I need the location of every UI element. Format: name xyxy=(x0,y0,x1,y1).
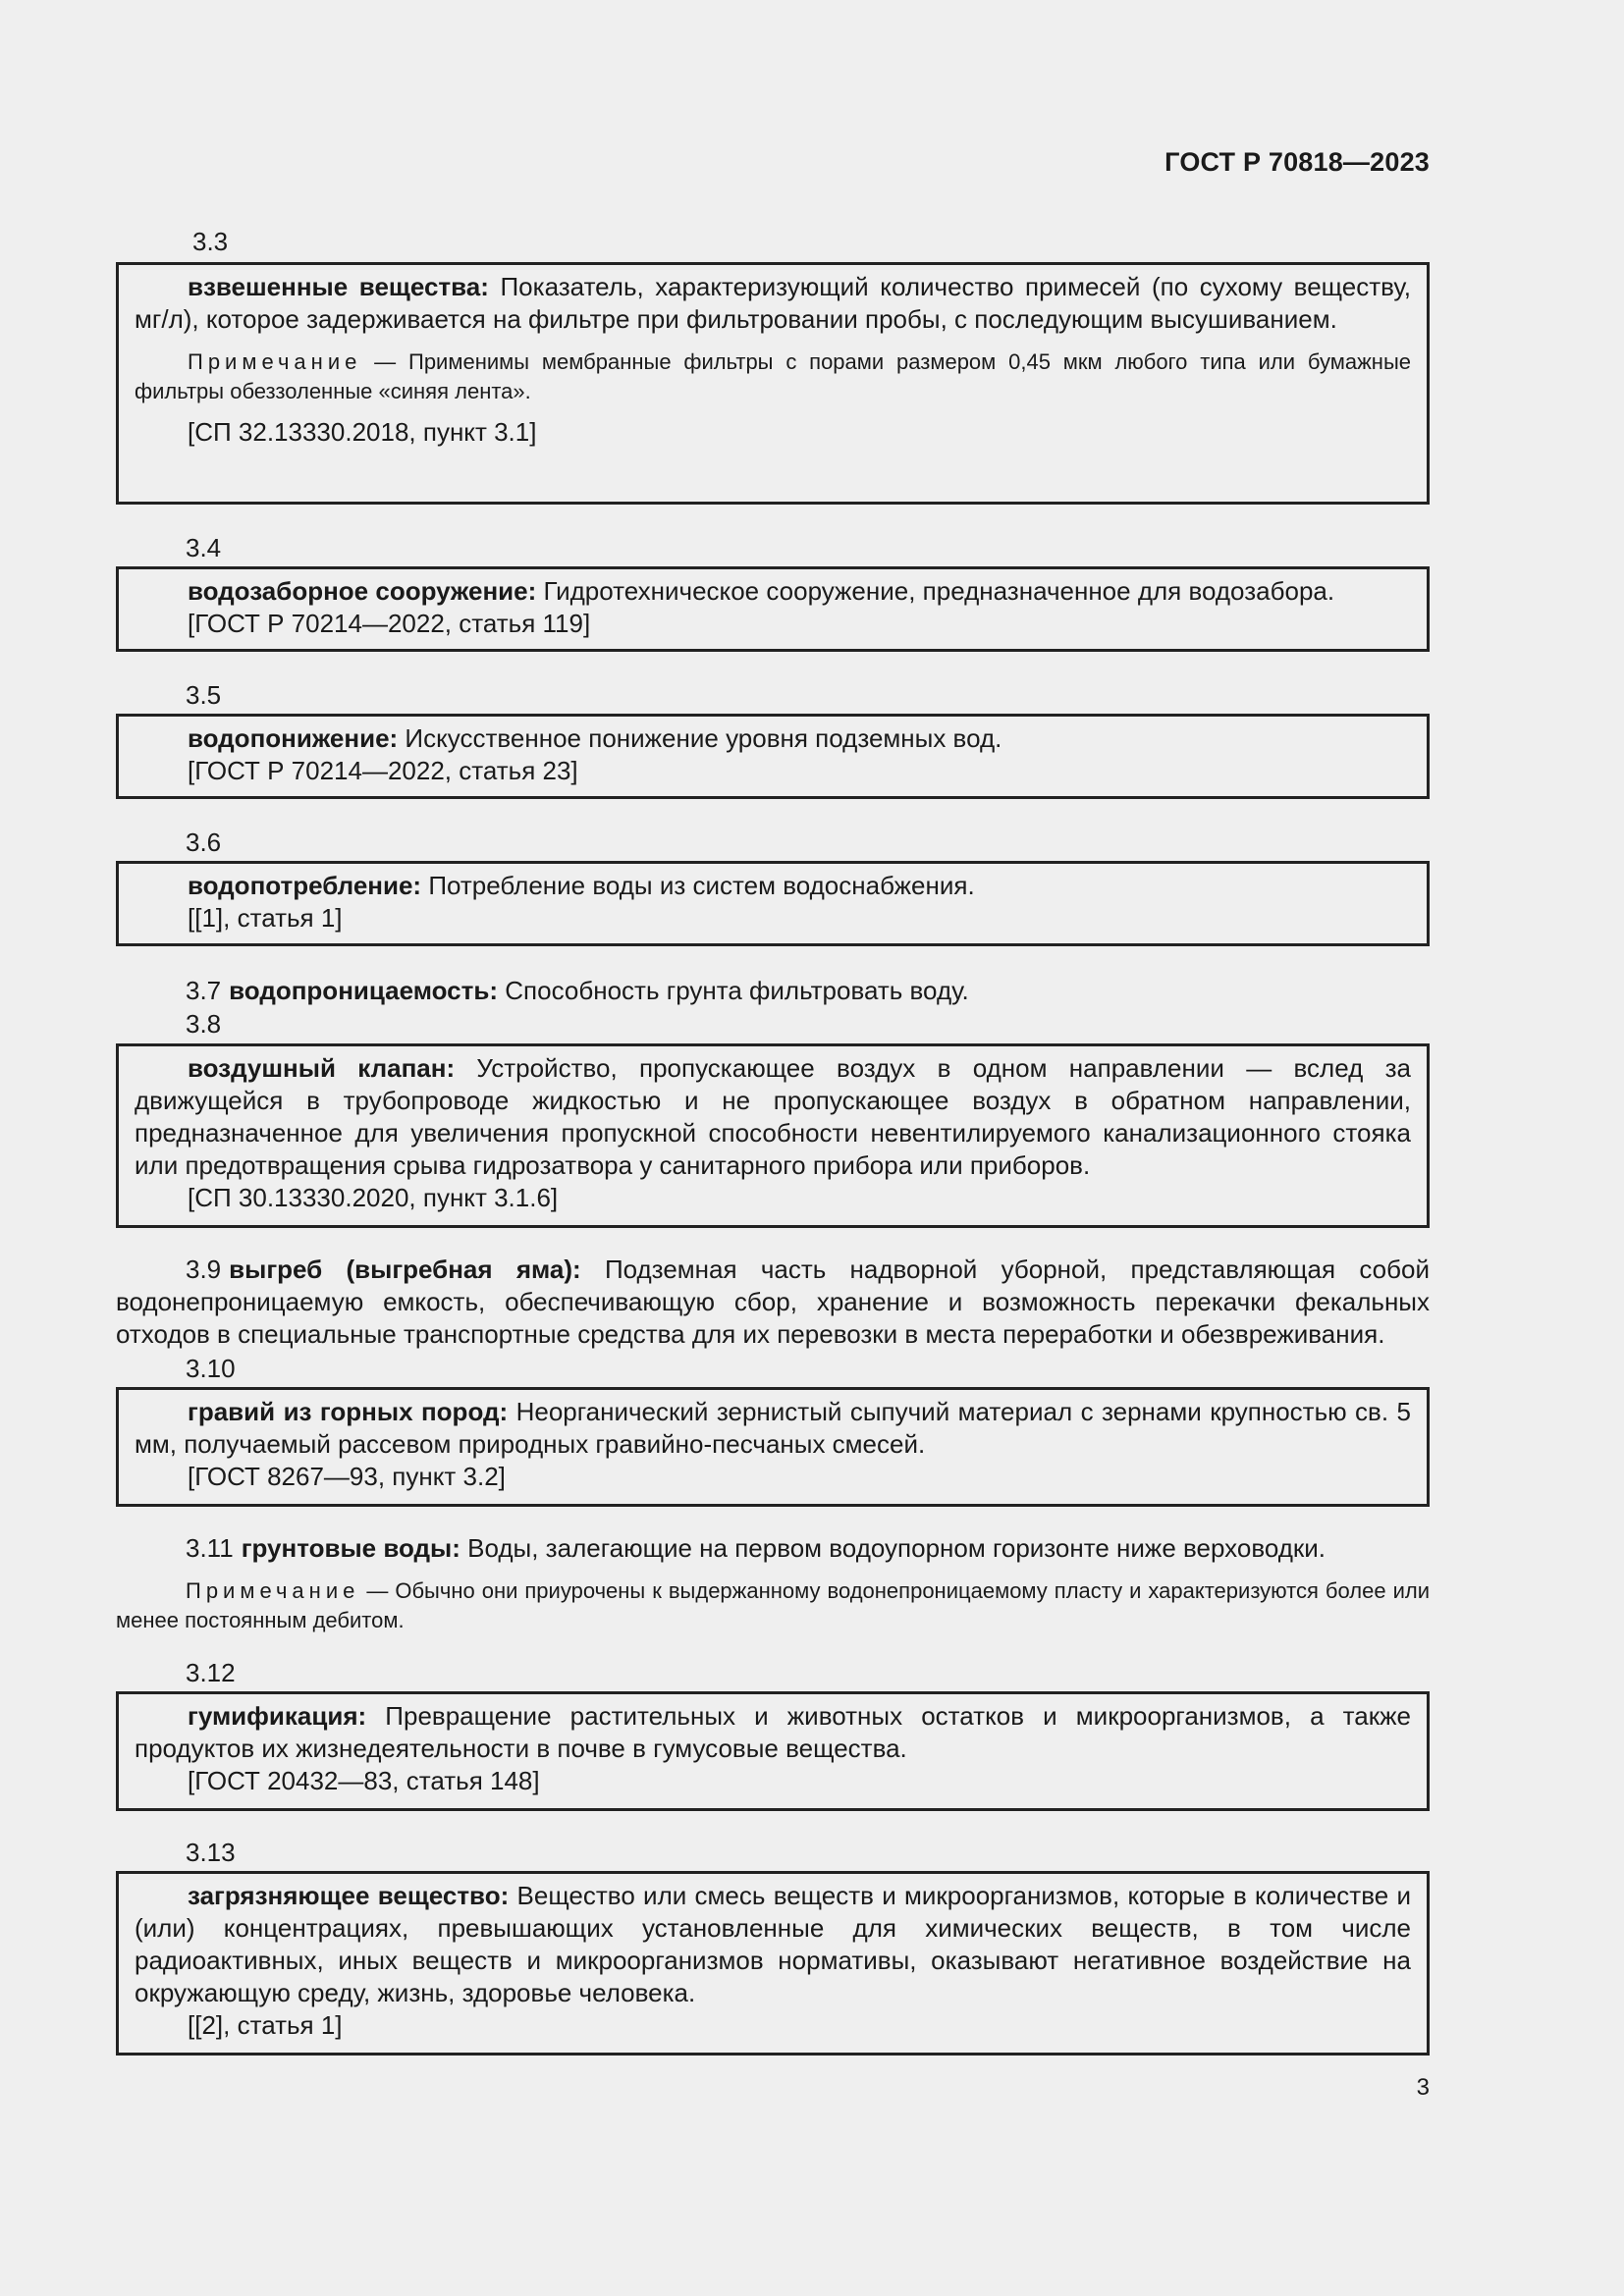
term: гравий из горных пород: xyxy=(188,1397,509,1426)
entry-number: 3.11 xyxy=(186,1533,234,1563)
term-box-3-13 xyxy=(116,1871,1430,2056)
entry-number: 3.8 xyxy=(186,1009,222,1039)
term: выгреб (выгребная яма): xyxy=(229,1255,581,1284)
term-definition: Показатель, характеризующий количество примесей (по сухому веществу, мг/л), которое задерживается на фильтре при фильтровании пробы, с последующим высушиванием. xyxy=(135,272,1411,334)
term-entry-3-7 xyxy=(116,975,1430,1007)
term-definition: Устройство, пропускающее воздух в одном направлении — вслед за движущейся в трубопроводе жидкостью и не пропускающее воздух в обратном направлении, предназначенное для увеличения пропускной способности невентилируемого канализационного стояка или предотвращения срыва гидрозатвора у санитарного прибора или приборов. xyxy=(135,1053,1411,1180)
note-label: Примечание xyxy=(186,1578,360,1603)
source-reference: [СП 30.13330.2020, пункт 3.1.6] xyxy=(188,1183,559,1212)
term: водозаборное сооружение: xyxy=(188,576,537,606)
term: водопроницаемость: xyxy=(229,976,499,1005)
term-box-3-10 xyxy=(116,1387,1430,1507)
source-reference: [ГОСТ 8267—93, пункт 3.2] xyxy=(188,1462,506,1491)
entry-number: 3.13 xyxy=(186,1838,236,1867)
note-label: Примечание xyxy=(188,349,362,374)
note xyxy=(135,347,1411,406)
definition xyxy=(135,1880,1411,2009)
entry-number: 3.12 xyxy=(186,1658,236,1687)
term: загрязняющее вещество: xyxy=(188,1881,510,1910)
definition xyxy=(135,1396,1411,1461)
term-definition: Неорганический зернистый сыпучий материал с зернами крупностью св. 5 мм, получаемый рассевом природных гравийно-песчаных смесей. xyxy=(135,1397,1411,1459)
definition xyxy=(135,271,1411,336)
source-reference: [[2], статья 1] xyxy=(188,2010,343,2040)
definition xyxy=(135,870,1411,902)
note xyxy=(116,1576,1430,1635)
term-box-3-4 xyxy=(116,566,1430,652)
term-definition: Способность грунта фильтровать воду. xyxy=(498,976,969,1005)
definition xyxy=(135,722,1411,755)
term-entry-3-11 xyxy=(116,1532,1430,1565)
term-box-3-3 xyxy=(116,262,1430,505)
entry-number: 3.4 xyxy=(186,533,222,562)
entry-number: 3.5 xyxy=(186,680,222,710)
term-box-3-6 xyxy=(116,861,1430,946)
term-definition: Гидротехническое сооружение, предназначенное для водозабора. xyxy=(536,576,1335,606)
term: взвешенные вещества: xyxy=(188,272,489,301)
term: грунтовые воды: xyxy=(241,1533,460,1563)
term-box-3-12 xyxy=(116,1691,1430,1811)
term-definition: Вещество или смесь веществ и микроорганизмов, которые в количестве и (или) концентрациях, превышающих установленные для химических веществ, в том числе радиоактивных, иных веществ и микроорганизмов нормативы, оказывают негативное воздействие на окружающую среду, жизнь, здоровье человека. xyxy=(135,1881,1411,2007)
note-text: — Обычно они приурочены к выдержанному водонепроницаемому пласту и характеризуются более или менее постоянным дебитом. xyxy=(116,1578,1430,1632)
entry-number: 3.7 xyxy=(186,976,222,1005)
term-box-3-8 xyxy=(116,1043,1430,1228)
term-definition: Превращение растительных и животных остатков и микроорганизмов, а также продуктов их жизнедеятельности в почве в гумусовые вещества. xyxy=(135,1701,1411,1763)
source-reference: [ГОСТ 20432—83, статья 148] xyxy=(188,1766,540,1795)
entry-number: 3.10 xyxy=(186,1354,236,1383)
definition xyxy=(135,1700,1411,1765)
source-reference: [ГОСТ Р 70214—2022, статья 23] xyxy=(188,756,578,785)
term-definition: Потребление воды из систем водоснабжения. xyxy=(421,871,975,900)
entry-number: 3.6 xyxy=(186,828,222,857)
note-text: — Применимы мембранные фильтры с порами размером 0,45 мкм любого типа или бумажные фильтры обеззоленные «синяя лента». xyxy=(135,349,1411,403)
term-definition: Подземная часть надворной уборной, представляющая собой водонепроницаемую емкость, обеспечивающую сбор, хранение и возможность перекачки фекальных отходов в специальные транспортные средства для их перевозки в места переработки и обезвреживания. xyxy=(116,1255,1430,1349)
term-box-3-5 xyxy=(116,714,1430,799)
document-header: ГОСТ Р 70818—2023 xyxy=(1164,147,1430,177)
term: гумификация: xyxy=(188,1701,367,1731)
source-reference: [СП 32.13330.2018, пункт 3.1] xyxy=(188,417,537,447)
page-number: 3 xyxy=(1416,2074,1430,2101)
entry-number: 3.3 xyxy=(192,227,229,256)
term-definition: Искусственное понижение уровня подземных вод. xyxy=(398,723,1002,753)
entry-number: 3.9 xyxy=(186,1255,222,1284)
term: водопотребление: xyxy=(188,871,422,900)
term-definition: Воды, залегающие на первом водоупорном горизонте ниже верховодки. xyxy=(460,1533,1326,1563)
source-reference: [[1], статья 1] xyxy=(188,903,343,933)
source-reference: [ГОСТ Р 70214—2022, статья 119] xyxy=(188,609,591,638)
definition xyxy=(135,575,1411,608)
term: воздушный клапан: xyxy=(188,1053,456,1083)
term: водопонижение: xyxy=(188,723,399,753)
definition xyxy=(135,1052,1411,1182)
term-entry-3-9 xyxy=(116,1254,1430,1351)
